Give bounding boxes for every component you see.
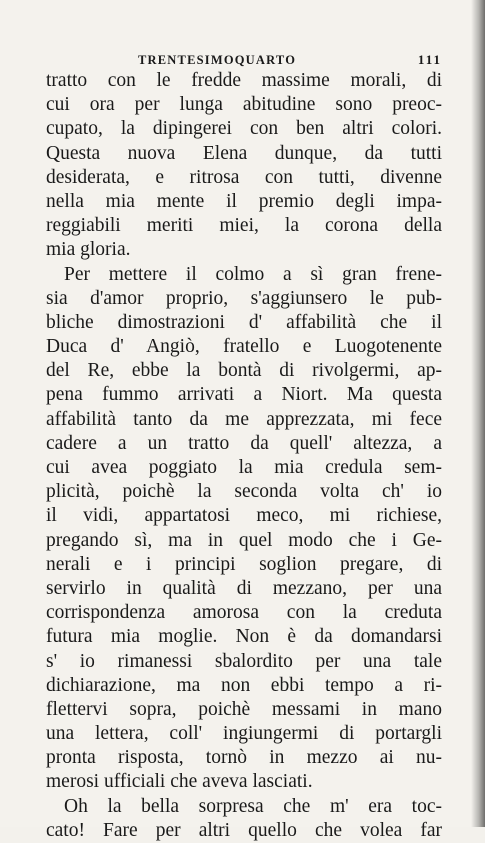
text-line: bliche dimostrazioni d' affabilità che il — [46, 311, 442, 333]
text-line: corrispondenza amorosa con la creduta — [46, 602, 442, 624]
text-line: reggiabili meriti miei, la corona della — [46, 215, 442, 237]
text-line: Duca d' Angiò, fratello e Luogotenente — [46, 336, 442, 358]
text-line: una lettera, coll' ingiungermi di portargli — [46, 723, 442, 745]
text-line: dichiarazione, ma non ebbi tempo a ri- — [46, 674, 442, 696]
text-line: il vidi, appartatosi meco, mi richiese, — [46, 505, 442, 527]
text-line: cato! Fare per altri quello che volea far — [46, 819, 442, 841]
text-line: cui avea poggiato la mia credula sem- — [46, 457, 442, 478]
text-line: nella mia mente il premio degli impa- — [46, 190, 442, 212]
running-title: TRENTESIMOQUARTO — [138, 53, 297, 67]
text-line: Questa nuova Elena dunque, da tutti — [46, 142, 442, 164]
text-line: futura mia moglie. Non è da domandarsi — [46, 626, 442, 648]
text-line: flettervi sopra, poichè messami in mano — [46, 698, 442, 720]
paragraph-start-line: Oh la bella sorpresa che m' era toc- — [64, 795, 442, 817]
text-line: plicità, poichè la seconda volta ch' io — [46, 481, 442, 503]
page-header — [46, 50, 442, 70]
text-line: cupato, la dipingerei con ben altri colori. — [46, 118, 442, 140]
text-line: pena fummo arrivati a Niort. Ma questa — [46, 384, 442, 406]
paragraph-end-line: mia gloria. — [46, 239, 131, 261]
text-line: pronta risposta, tornò in mezzo ai nu- — [46, 747, 442, 769]
text-line: nerali e i principi soglion pregare, di — [46, 553, 442, 575]
text-line: desiderata, e ritrosa con tutti, divenne — [46, 166, 442, 188]
text-line: cui ora per lunga abitudine sono preoc- — [46, 94, 442, 116]
text-line: cadere a un tratto da quell' altezza, a — [46, 432, 442, 454]
text-line: tratto con le fredde massime morali, di — [46, 70, 442, 91]
page-edge-shadow — [471, 0, 485, 827]
text-line: servirlo in qualità di mezzano, per una — [46, 577, 442, 599]
text-line: s' io rimanessi sbalordito per una tale — [46, 650, 442, 672]
page-number: 111 — [417, 52, 442, 67]
body-text — [46, 69, 442, 843]
text-line: pregando sì, ma in quel modo che i Ge- — [46, 529, 442, 551]
text-line: del Re, ebbe la bontà di rivolgermi, ap- — [46, 360, 442, 382]
text-line: affabilità tanto da me apprezzata, mi fece — [46, 408, 442, 430]
paragraph-start-line: Per mettere il colmo a sì gran frene- — [64, 263, 442, 285]
paragraph-end-line: merosi ufficiali che aveva lasciati. — [46, 771, 313, 793]
text-line: sia d'amor proprio, s'aggiunsero le pub- — [46, 287, 442, 309]
